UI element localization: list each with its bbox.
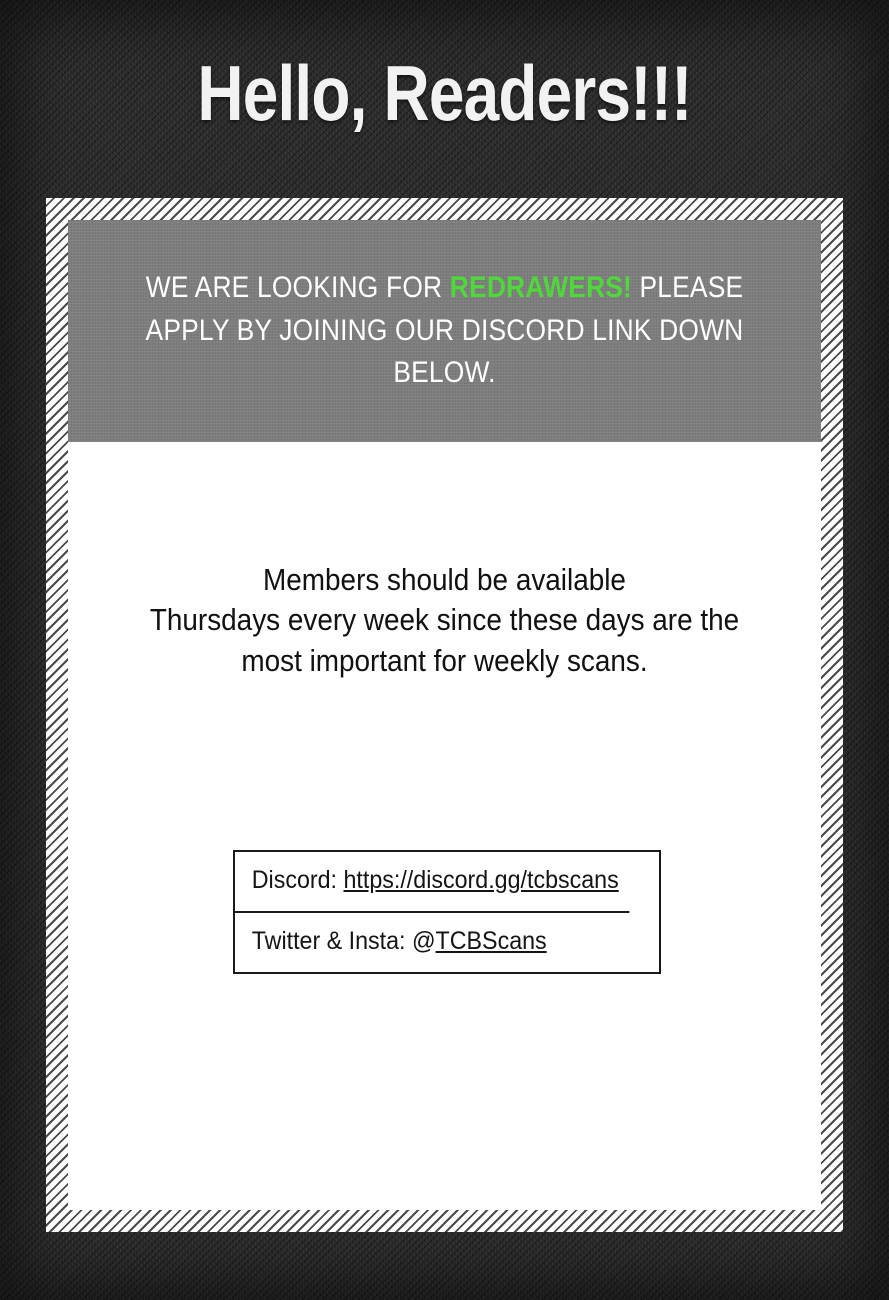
social-handle-link[interactable]: TCBScans	[435, 927, 547, 955]
announcement-highlight: REDRAWERS!	[449, 271, 632, 305]
discord-label: Discord:	[251, 866, 344, 894]
discord-link[interactable]: https://discord.gg/tcbscans	[343, 866, 619, 894]
body-line-1: Members should be available	[263, 562, 626, 597]
content-panel-inner	[68, 220, 821, 1210]
contact-row	[235, 911, 629, 972]
page-title: Hello, Readers!!!	[197, 49, 692, 137]
body-line-3: most important for weekly scans.	[241, 642, 648, 678]
body-paragraph	[106, 560, 784, 681]
announcement-text-after: PLEASE APPLY BY JOINING OUR DISCORD LINK DOWN BELOW.	[145, 271, 744, 390]
announcement-text-before: WE ARE LOOKING FOR	[145, 271, 450, 305]
contact-row	[235, 852, 629, 911]
content-panel	[46, 198, 843, 1232]
contact-box	[233, 850, 661, 974]
announcement-text	[113, 267, 776, 395]
announcement-banner	[68, 220, 821, 442]
social-label: Twitter & Insta: @	[251, 927, 436, 955]
body-line-2: Thursdays every week since these days are the	[149, 602, 740, 638]
